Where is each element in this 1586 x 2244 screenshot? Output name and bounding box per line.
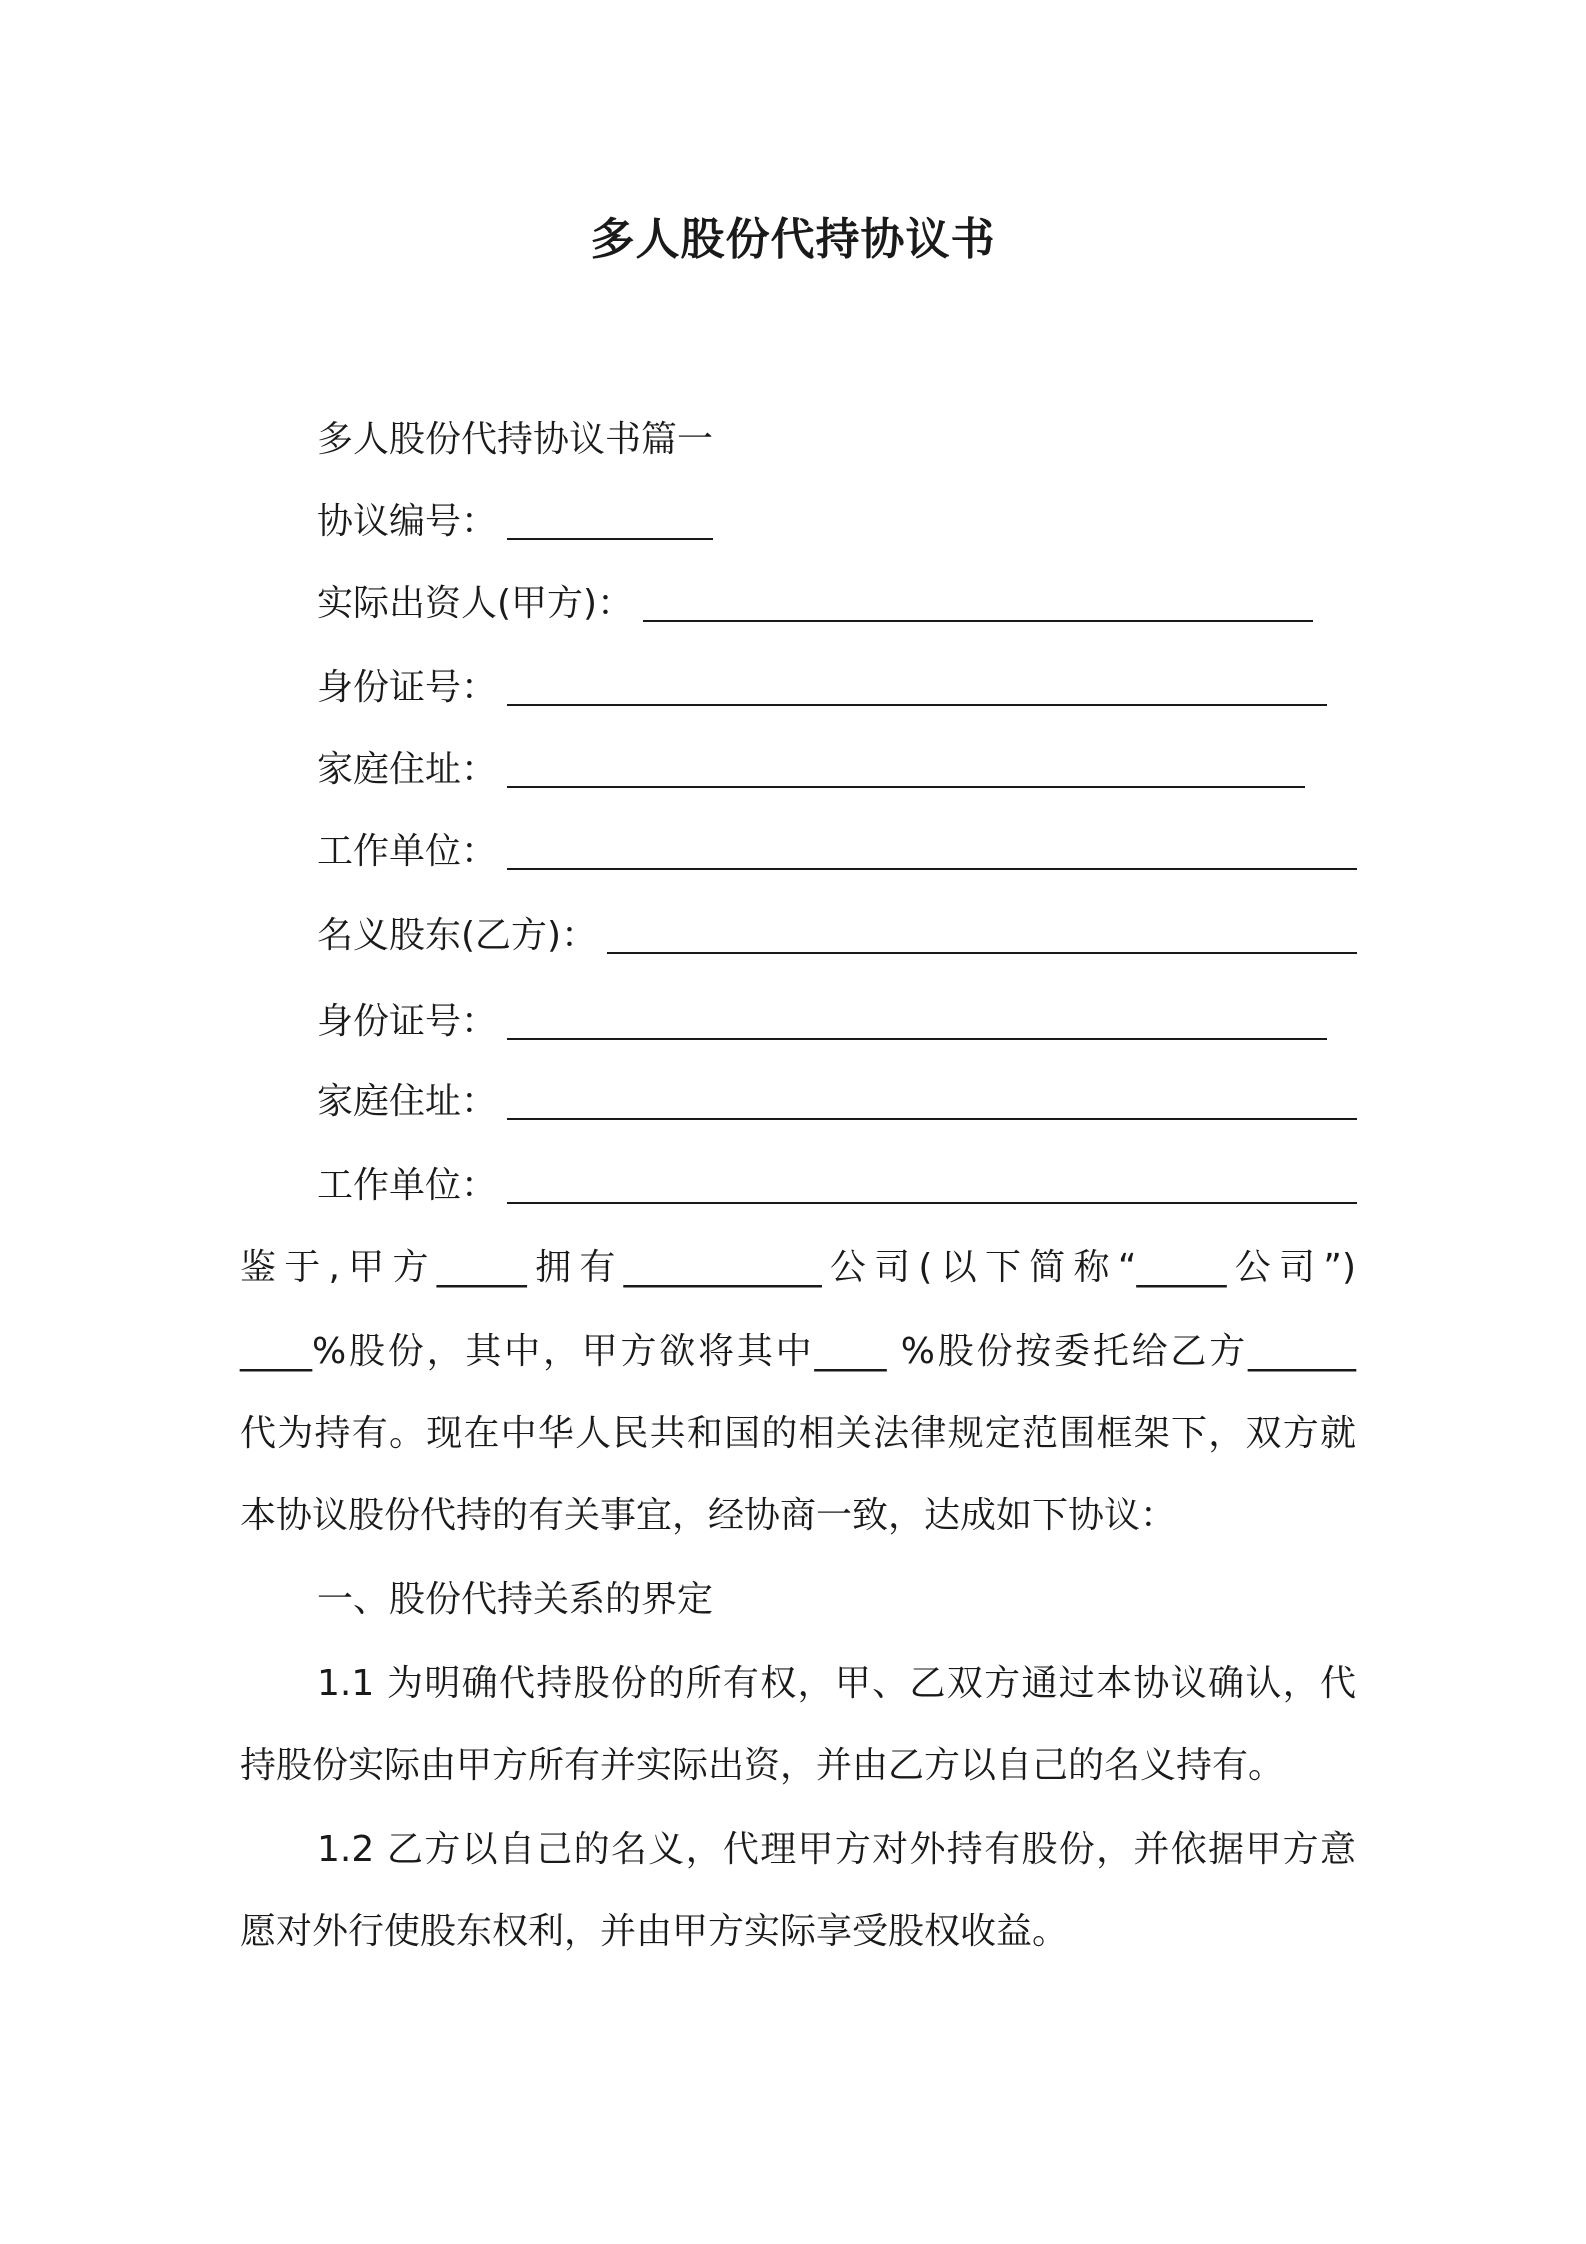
field-label: 身份证号： [317,1001,498,1042]
field-party-b-id [317,996,1356,1048]
document-subtitle: 多人股份代持协议书篇一 [317,419,714,460]
field-blank[interactable] [507,830,1357,870]
field-party-a-employer [317,826,1356,878]
field-party-b-employer [317,1160,1356,1212]
field-blank[interactable] [607,914,1357,954]
field-blank[interactable] [507,1000,1327,1040]
field-party-a-name [317,578,1356,630]
field-blank[interactable] [507,500,713,540]
field-blank[interactable] [507,748,1305,788]
clause-line: 持股份实际由甲方所有并实际出资，并由乙方以自己的名义持有。 [240,1745,1285,1786]
preamble-line: 代为持有。现在中华人民共和国的相关法律规定范围框架下，双方就 [240,1413,1356,1454]
field-blank[interactable] [507,1164,1357,1204]
field-blank[interactable] [507,1080,1357,1120]
field-party-a-id [317,662,1356,714]
clause-line: 1.1 为明确代持股份的所有权，甲、乙双方通过本协议确认，代 [317,1663,1356,1704]
field-label: 身份证号： [317,667,498,708]
preamble-line: 本协议股份代持的有关事宜，经协商一致，达成如下协议： [240,1495,1177,1536]
field-label: 工作单位： [317,831,498,872]
preamble-line: 鉴于,甲方_____拥有___________公司(以下简称“_____公司”) [240,1247,1356,1288]
document-title: 多人股份代持协议书 [590,214,996,265]
clause-line: 愿对外行使股东权利，并由甲方实际享受股权收益。 [240,1911,1069,1952]
field-label: 家庭住址： [317,1081,498,1122]
field-party-b-address [317,1076,1356,1128]
field-agreement-number [317,496,1356,548]
field-label: 协议编号： [317,501,498,542]
section-heading: 一、股份代持关系的界定 [317,1579,714,1620]
field-party-b-name [317,910,1356,962]
field-party-a-address [317,744,1356,796]
field-blank[interactable] [507,666,1327,706]
field-label: 名义股东(乙方)： [317,915,598,956]
clause-line: 1.2 乙方以自己的名义，代理甲方对外持有股份，并依据甲方意 [317,1829,1356,1870]
field-label: 工作单位： [317,1165,498,1206]
field-blank[interactable] [643,582,1313,622]
field-label: 实际出资人(甲方)： [317,583,634,624]
preamble-line: ____%股份，其中，甲方欲将其中____ %股份按委托给乙方______ [240,1331,1356,1372]
field-label: 家庭住址： [317,749,498,790]
